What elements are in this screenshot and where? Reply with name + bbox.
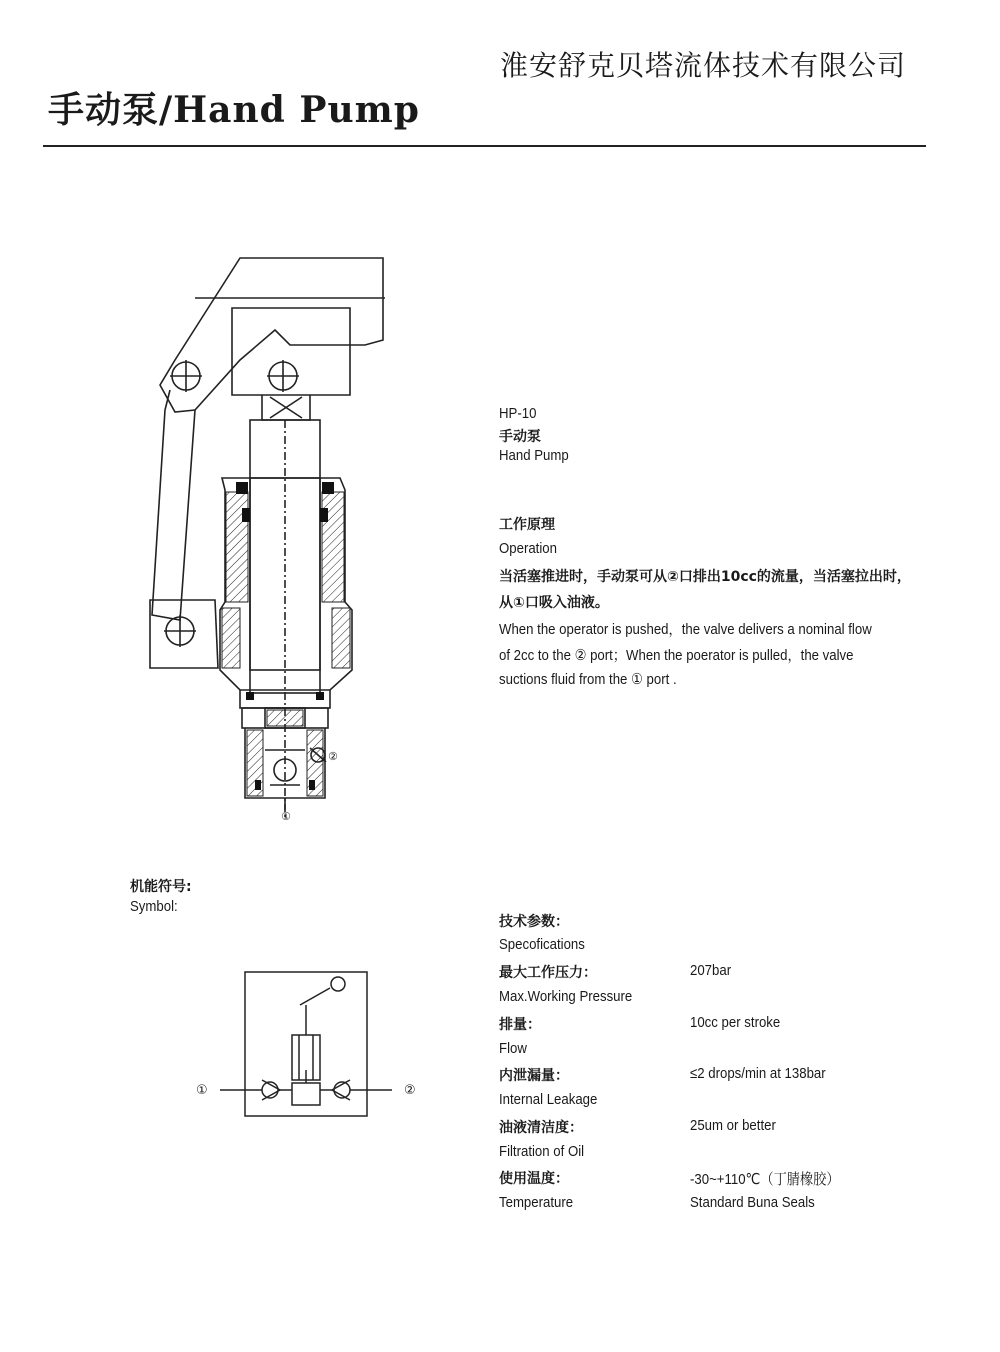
operation-heading-cn: 工作原理: [499, 517, 555, 533]
spec-label-cn: 最大工作压力：: [499, 965, 597, 981]
spec-value: 10cc per stroke: [690, 1014, 781, 1031]
drawing-port-1-label: ①: [281, 810, 291, 823]
symbol-heading-en: Symbol:: [130, 898, 178, 915]
spec-value: ≤2 drops/min at 138bar: [690, 1065, 826, 1082]
operation-desc-cn-1: 当活塞推进时，手动泵可从②口排出10cc的流量，当活塞拉出时，: [499, 569, 911, 585]
spec-label-cn: 油液清洁度：: [499, 1120, 583, 1136]
page-title: 手动泵/Hand Pump: [48, 89, 420, 131]
operation-desc-en-3: suctions fluid from the ① port .: [499, 671, 677, 688]
spec-label-en: Max.Working Pressure: [499, 988, 633, 1005]
spec-label-en: Flow: [499, 1040, 527, 1057]
spec-label-cn: 排量：: [499, 1017, 541, 1033]
spec-label-en: Internal Leakage: [499, 1091, 598, 1108]
specs-heading-en: Specofications: [499, 936, 585, 953]
spec-label-cn: 内泄漏量：: [499, 1068, 569, 1084]
drawing-port-2-label: ②: [328, 750, 338, 763]
symbol-port-1-label: ①: [196, 1083, 208, 1098]
operation-desc-en-1: When the operator is pushed，the valve delivers a nominal flow: [499, 621, 872, 638]
spec-label-cn: 使用温度：: [499, 1171, 569, 1187]
spec-label-en: Filtration of Oil: [499, 1143, 585, 1160]
operation-desc-en-2: of 2cc to the ② port；When the poerator is pulled，the valve: [499, 647, 854, 664]
product-name-en: Hand Pump: [499, 447, 569, 464]
operation-heading-en: Operation: [499, 540, 557, 557]
spec-value: -30~+110℃（丁腈橡胶）: [690, 1171, 840, 1188]
symbol-port-2-label: ②: [404, 1083, 416, 1098]
spec-value-secondary: Standard Buna Seals: [690, 1194, 815, 1211]
company-name: 淮安舒克贝塔流体技术有限公司: [500, 49, 907, 82]
operation-desc-cn-2: 从①口吸入油液。: [499, 595, 609, 611]
symbol-heading-cn: 机能符号:: [130, 879, 192, 895]
spec-label-en: Temperature: [499, 1194, 574, 1211]
spec-value: 207bar: [690, 962, 732, 979]
specs-heading-cn: 技术参数：: [499, 914, 569, 930]
product-model: HP-10: [499, 405, 537, 422]
product-name-cn: 手动泵: [499, 429, 541, 445]
spec-value: 25um or better: [690, 1117, 776, 1134]
